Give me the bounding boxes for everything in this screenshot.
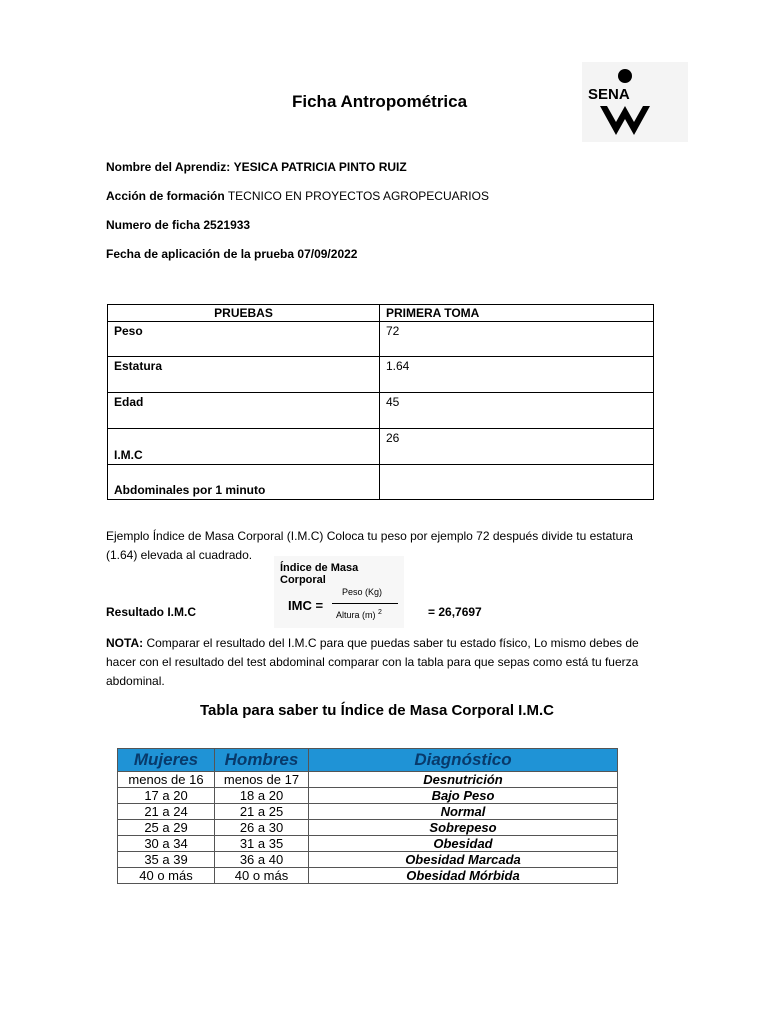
row-value: 72: [380, 322, 654, 357]
row-label: Estatura: [108, 357, 380, 393]
resultado-label: Resultado I.M.C: [106, 605, 197, 619]
formula-denominator: [336, 609, 382, 620]
row-label: Abdominales por 1 minuto: [108, 465, 380, 500]
hombres-cell: menos de 17: [215, 772, 309, 788]
mujeres-cell: 40 o más: [118, 868, 215, 884]
ficha-line: [106, 218, 250, 232]
mujeres-cell: 25 a 29: [118, 820, 215, 836]
diagnostico-cell: Normal: [309, 804, 618, 820]
ficha-label: Numero de ficha: [106, 218, 201, 232]
table-row: [118, 804, 618, 820]
aprendiz-label: Nombre del Aprendiz:: [106, 160, 231, 174]
diagnostico-cell: Obesidad Mórbida: [309, 868, 618, 884]
diagnostico-cell: Desnutrición: [309, 772, 618, 788]
hombres-cell: 18 a 20: [215, 788, 309, 804]
table-row: [108, 429, 654, 465]
accion-line: [106, 189, 489, 203]
page-title: Ficha Antropométrica: [292, 92, 468, 111]
hombres-cell: 40 o más: [215, 868, 309, 884]
sena-logo: [582, 62, 688, 142]
note-label: NOTA:: [106, 636, 144, 650]
note-text: Comparar el resultado del I.M.C para que puedas saber tu estado físico, Lo mismo debes de hacer con el resultado del test abdominal comparar con la tabla para que sepas como está tu fuerza abdominal.: [106, 636, 639, 688]
tests-table-header: [108, 305, 654, 322]
hombres-cell: 36 a 40: [215, 852, 309, 868]
imc-formula: [274, 556, 404, 628]
table-row: [108, 357, 654, 393]
fecha-line: [106, 247, 357, 261]
sena-logo-icon: [582, 62, 688, 142]
row-label: Peso: [108, 322, 380, 357]
formula-numerator: Peso (Kg): [342, 587, 383, 597]
table-row: [108, 322, 654, 357]
accion-label: Acción de formación: [106, 189, 225, 203]
table-row: [118, 788, 618, 804]
table-row: [118, 836, 618, 852]
formula-denominator-text: Altura (m): [336, 610, 376, 620]
formula-title: Índice de Masa Corporal: [280, 562, 359, 586]
ficha-value: 2521933: [203, 218, 251, 232]
diagnostico-cell: Sobrepeso: [309, 820, 618, 836]
hombres-cell: 31 a 35: [215, 836, 309, 852]
formula-exponent: 2: [378, 609, 382, 616]
fecha-label: Fecha de aplicación de la prueba: [106, 247, 295, 261]
mujeres-cell: menos de 16: [118, 772, 215, 788]
sena-logo-text: SENA: [588, 86, 630, 103]
hombres-cell: 21 a 25: [215, 804, 309, 820]
table-row: [108, 393, 654, 429]
row-value: 1.64: [380, 357, 654, 393]
mujeres-cell: 30 a 34: [118, 836, 215, 852]
row-value: 26: [380, 429, 654, 465]
header-mujeres: Mujeres: [118, 749, 215, 772]
imc-table: [117, 748, 618, 884]
mujeres-cell: 35 a 39: [118, 852, 215, 868]
row-label: I.M.C: [108, 429, 380, 465]
table-row: [118, 820, 618, 836]
table-row: [118, 772, 618, 788]
example-text: Ejemplo Índice de Masa Corporal (I.M.C) Coloca tu peso por ejemplo 72 después divide tu estatura (1.64) elevada al cuadrado.: [106, 529, 633, 562]
table-row: [118, 868, 618, 884]
header-diagnostico: Diagnóstico: [309, 749, 618, 772]
table-row: [118, 852, 618, 868]
header-hombres: Hombres: [215, 749, 309, 772]
accion-value: TECNICO EN PROYECTOS AGROPECUARIOS: [227, 189, 489, 203]
note-paragraph: [106, 634, 666, 691]
resultado-value: = 26,7697: [428, 605, 482, 619]
diagnostico-cell: Obesidad: [309, 836, 618, 852]
aprendiz-line: [106, 160, 407, 174]
formula-lhs: IMC =: [288, 598, 324, 613]
row-value: 45: [380, 393, 654, 429]
fecha-value: 07/09/2022: [297, 247, 358, 261]
hombres-cell: 26 a 30: [215, 820, 309, 836]
imc-table-title: Tabla para saber tu Índice de Masa Corporal I.M.C: [200, 702, 554, 719]
diagnostico-cell: Bajo Peso: [309, 788, 618, 804]
mujeres-cell: 21 a 24: [118, 804, 215, 820]
formula-fraction-bar: [332, 603, 398, 604]
table-row: [108, 465, 654, 500]
mujeres-cell: 17 a 20: [118, 788, 215, 804]
row-label: Edad: [108, 393, 380, 429]
header-pruebas: PRUEBAS: [108, 305, 380, 322]
imc-table-header: [118, 749, 618, 772]
diagnostico-cell: Obesidad Marcada: [309, 852, 618, 868]
aprendiz-value: YESICA PATRICIA PINTO RUIZ: [233, 160, 407, 174]
tests-table: [107, 304, 654, 500]
header-primera-toma: PRIMERA TOMA: [380, 305, 654, 322]
row-value: [380, 465, 654, 500]
